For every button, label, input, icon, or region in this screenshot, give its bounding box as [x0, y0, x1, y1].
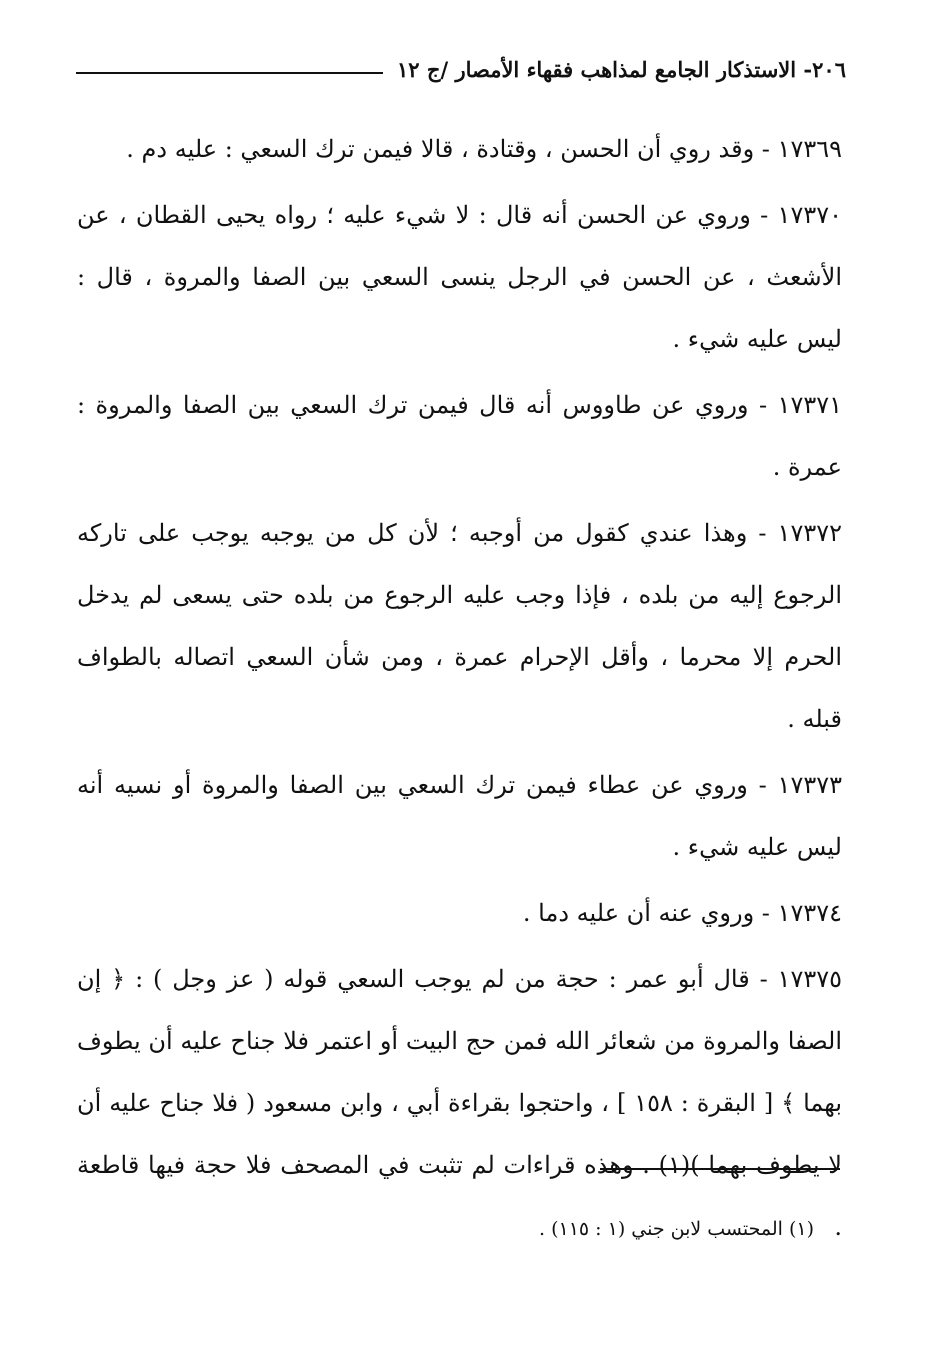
footnote-rule — [600, 1168, 840, 1170]
paragraph-17373: ١٧٣٧٣ - وروي عن عطاء فيمن ترك السعي بين الصفا والمروة أو نسيه أنه ليس عليه شيء . — [77, 771, 842, 861]
paragraph-17369: ١٧٣٦٩ - وقد روي أن الحسن ، وقتادة ، قالا فيمن ترك السعي : عليه دم . — [126, 135, 842, 163]
footnote: (١) المحتسب لابن جني (١ : ١١٥) . — [538, 1218, 814, 1240]
paragraph-17372: ١٧٣٧٢ - وهذا عندي كقول من أوجبه ؛ لأن كل من يوجبه يوجب على تاركه الرجوع إليه من بلده ، فإذا وجب عليه الرجوع من بلده حتى يسعى لم يدخل الحرم إلا محرما ، وأقل الإحرام عمرة ، ومن شأن السعي اتصاله بالطواف قبله . — [77, 519, 842, 733]
main-text — [77, 118, 842, 1258]
paragraph-17374: ١٧٣٧٤ - وروي عنه أن عليه دما . — [522, 899, 842, 927]
page-header — [76, 52, 846, 86]
running-title: ٢٠٦- الاستذكار الجامع لمذاهب فقهاء الأمصار /ج ١٢ — [397, 56, 846, 82]
paragraph-17370: ١٧٣٧٠ - وروي عن الحسن أنه قال : لا شيء عليه ؛ رواه يحيى القطان ، عن الأشعث ، عن الحسن في الرجل ينسى السعي بين الصفا والمروة ، قال : ليس عليه شيء . — [77, 201, 842, 353]
paragraph-17371: ١٧٣٧١ - وروي عن طاووس أنه قال فيمن ترك السعي بين الصفا والمروة : عمرة . — [77, 391, 842, 481]
header-rule — [76, 72, 383, 74]
paragraph-17375: ١٧٣٧٥ - قال أبو عمر : حجة من لم يوجب السعي قوله ( عز وجل ) : ﴿ إن الصفا والمروة من شعائر الله فمن حج البيت أو اعتمر فلا جناح عليه أن يطوف بهما ﴾ [ البقرة : ١٥٨ ] ، واحتجوا بقراءة أبي ، وابن مسعود ( فلا جناح عليه أن لا يطوف بهما )(١) . وهذه قراءات لم تثبت في المصحف فلا حجة فيها قاطعة . — [77, 965, 843, 1241]
